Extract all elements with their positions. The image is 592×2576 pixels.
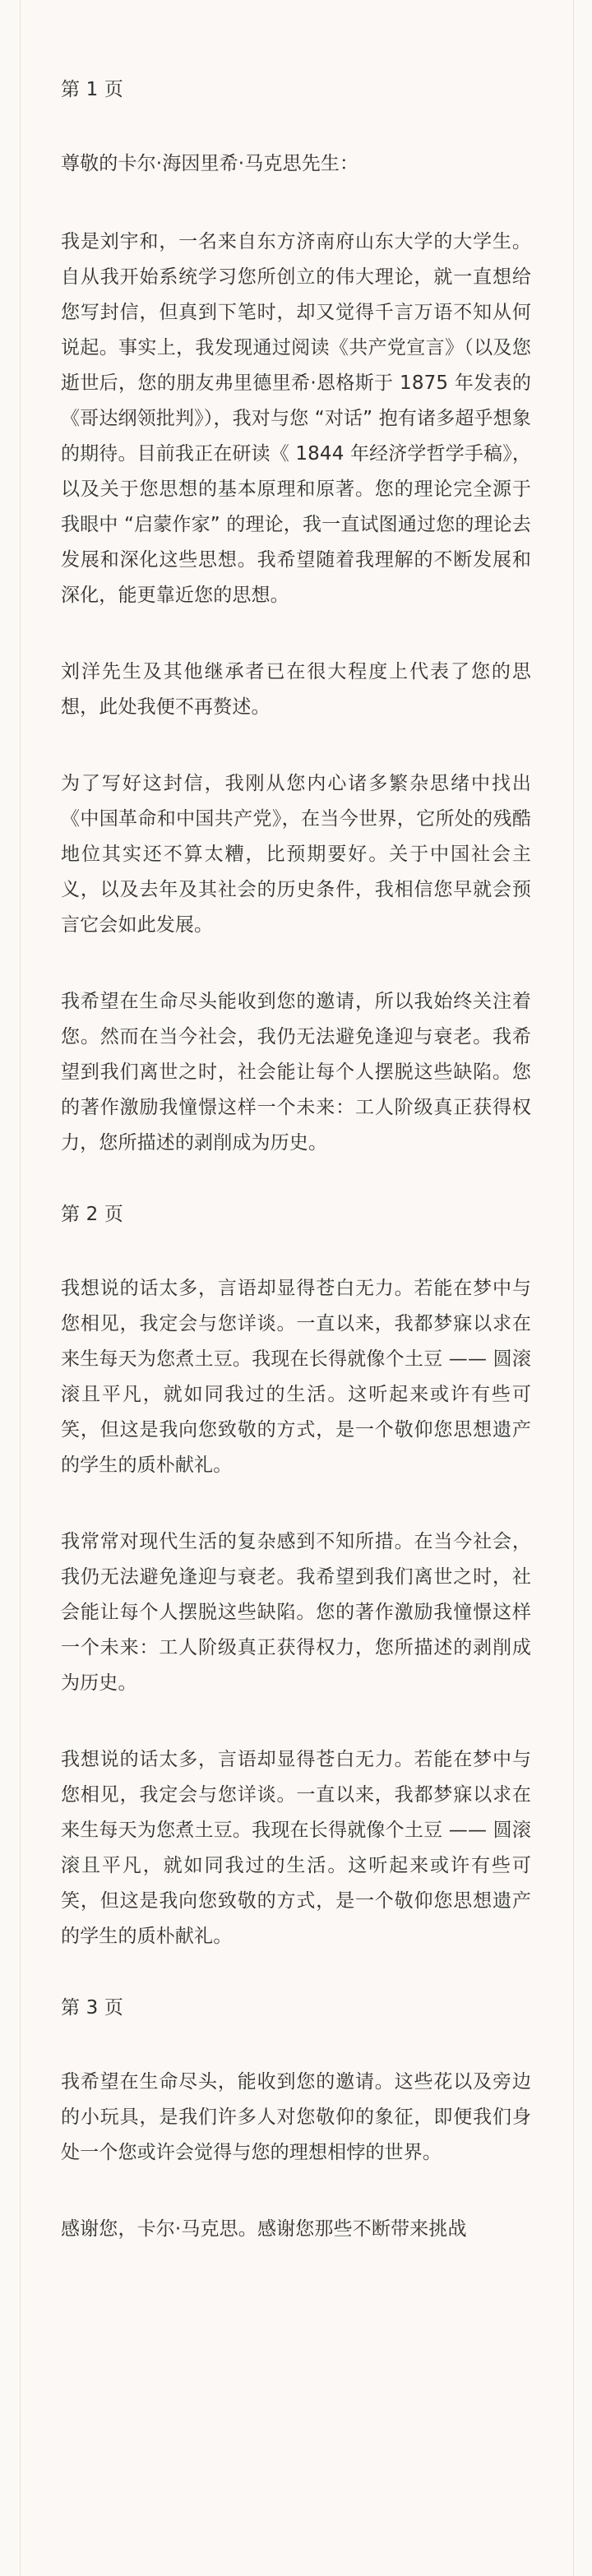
letter-paragraph-2-2: 我常常对现代生活的复杂感到不知所措。在当今社会，我仍无法避免逢迎与衰老。我希望到我们离世之时，社会能让每个人摆脱这些缺陷。您的著作激励我憧憬这样一个未来：工人阶级真正获得权力，您所描述的剥削成为历史。 xyxy=(61,1531,531,1694)
letter-paragraph-3-1: 我希望在生命尽头，能收到您的邀请。这些花以及旁边的小玩具，是我们许多人对您敬仰的象征，即便我们身处一个您或许会觉得与您的理想相悖的世界。 xyxy=(61,2071,531,2163)
page-label-2: 第 2 页 xyxy=(61,1204,124,1225)
letter-paragraph-1-2: 刘洋先生及其他继承者已在很大程度上代表了您的思想，此处我便不再赘述。 xyxy=(61,661,531,718)
letter-paragraph-2-3: 我想说的话太多，言语却显得苍白无力。若能在梦中与您相见，我定会与您详谈。一直以来，我都梦寐以求在来生每天为您煮土豆。我现在长得就像个土豆 —— 圆滚滚且平凡，就如同我过的生活。这听起来或许有些可笑，但这是我向您致敬的方式，是一个敬仰您思想遗产的学生的质朴献礼。 xyxy=(61,1749,531,1947)
salutation: 尊敬的卡尔·海因里希·马克思先生： xyxy=(61,153,359,174)
letter-paragraph-3-2: 感谢您，卡尔·马克思。感谢您那些不断带来挑战 xyxy=(61,2218,467,2240)
letter-paragraph-1-1: 我是刘宇和，一名来自东方济南府山东大学的大学生。自从我开始系统学习您所创立的伟大理论，就一直想给您写封信，但真到下笔时，却又觉得千言万语不知从何说起。事实上，我发现通过阅读《共产党宣言》（以及您逝世后，您的朋友弗里德里希·恩格斯于 1875 年发表的《哥达纲领批判》），我对与您 “对话” 抱有诸多超乎想象的期待。目前我正在研读《 1844 年经济学哲学手稿》，以及关于您思想的基本原理和原著。您的理论完全源于我眼中 “启蒙作家” 的理论，我一直试图通过您的理论去发展和深化这些思想。我希望随着我理解的不断发展和深化，能更靠近您的思想。 xyxy=(61,231,531,606)
page-label-1: 第 1 页 xyxy=(61,79,124,100)
letter-paragraph-1-4: 我希望在生命尽头能收到您的邀请，所以我始终关注着您。然而在当今社会，我仍无法避免逢迎与衰老。我希望到我们离世之时，社会能让每个人摆脱这些缺陷。您的著作激励我憧憬这样一个未来：工人阶级真正获得权力，您所描述的剥削成为历史。 xyxy=(61,991,531,1154)
letter-paragraph-1-3: 为了写好这封信，我刚从您内心诸多繁杂思绪中找出《中国革命和中国共产党》，在当今世界，它所处的残酷地位其实还不算太糟，比预期要好。关于中国社会主义，以及去年及其社会的历史条件，我相信您早就会预言它会如此发展。 xyxy=(61,773,531,936)
page-label-3: 第 3 页 xyxy=(61,1997,124,2019)
letter-paragraph-2-1: 我想说的话太多，言语却显得苍白无力。若能在梦中与您相见，我定会与您详谈。一直以来，我都梦寐以求在来生每天为您煮土豆。我现在长得就像个土豆 —— 圆滚滚且平凡，就如同我过的生活。这听起来或许有些可笑，但这是我向您致敬的方式，是一个敬仰您思想遗产的学生的质朴献礼。 xyxy=(61,1278,531,1476)
letter-content xyxy=(61,76,531,2288)
